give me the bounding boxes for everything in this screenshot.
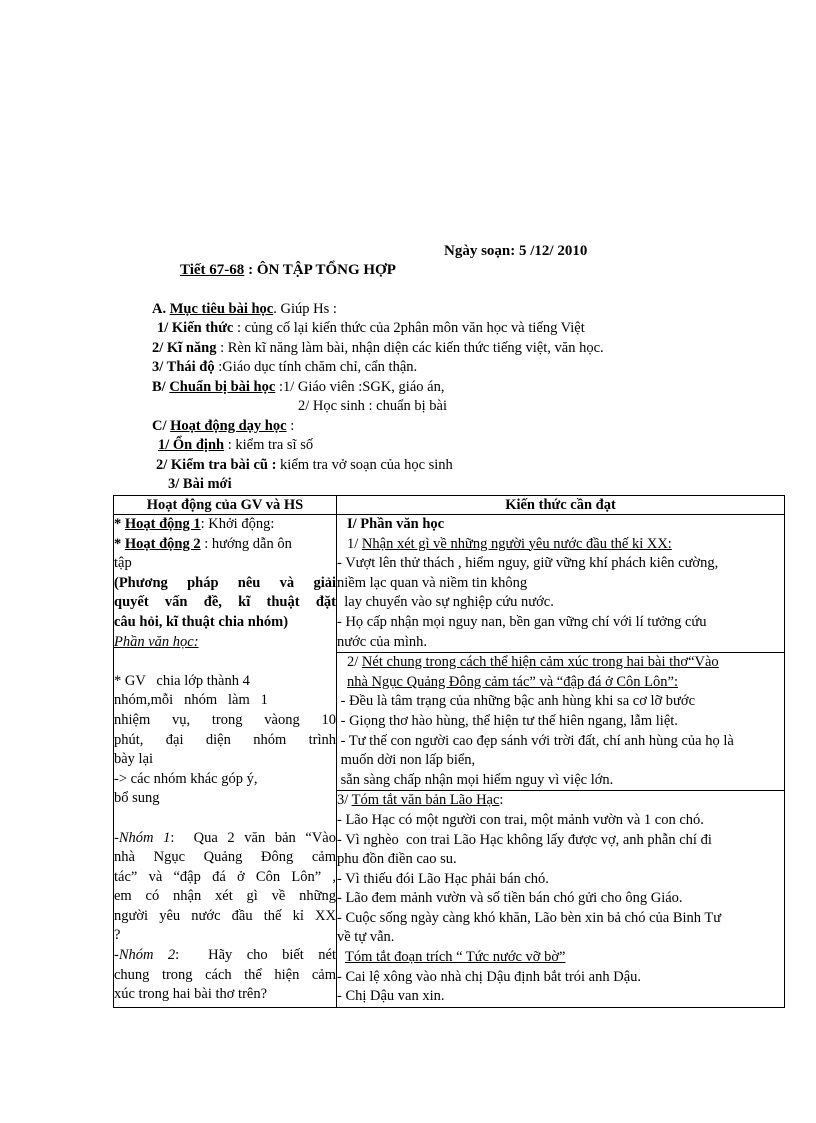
lesson-title: ÔN TẬP TỔNG HỢP — [256, 262, 396, 278]
q1-item: - Vượt lên thử thách , hiểm nguy, giữ vững khí phách kiên cường, — [337, 555, 719, 572]
q1-item: nước của mình. — [337, 633, 428, 650]
header-knowledge: Kiến thức cần đạt — [337, 496, 785, 515]
objectives-title: Mục tiêu bài học — [169, 301, 274, 317]
method-line: câu hỏi, kĩ thuật chia nhóm) — [114, 613, 289, 630]
q2-item: - Giọng thơ hào hùng, thể hiện tư thế hiên ngang, lẫm liệt. — [337, 712, 678, 729]
q3-item: phu đồn điền cao su. — [337, 851, 457, 868]
table-row — [114, 515, 785, 1008]
activities-heading: C/ Hoạt động dạy học : — [152, 418, 295, 434]
stabilize-line: 1/ Ổn định : kiểm tra sĩ số — [158, 437, 314, 453]
part-label: Phần văn học: — [114, 633, 199, 650]
q2-item: - Đều là tâm trạng của những bậc anh hùng khi sa cơ lỡ bước — [337, 693, 696, 710]
gv-line: nhóm,mỗi nhóm làm 1 — [114, 692, 268, 709]
lesson-label: Tiết 67-68 — [180, 262, 245, 278]
method-line: (Phương pháp nêu và giải — [114, 574, 336, 591]
q1-item: - Họ cấp nhận mọi nguy nan, bền gan vững chí với lí tưởng cứu — [337, 613, 707, 630]
q2-item: - Tư thế con người cao đẹp sánh với trời đất, chí anh hùng của họ là — [337, 732, 734, 749]
activity-2: * Hoạt động 2 : hướng dẫn ôn — [114, 535, 292, 552]
group-1-line: ? — [114, 927, 121, 944]
knowledge-cell — [337, 515, 785, 1008]
q1-item: lay chuyển vào sự nghiệp cứu nước. — [337, 594, 554, 611]
q4-item: - Chị Dậu van xin. — [337, 988, 445, 1005]
group-2-line: xúc trong hai bài thơ trên? — [114, 986, 268, 1003]
q3-item: - Lão Hạc có một người con trai, một mảnh vườn và 1 con chó. — [337, 811, 704, 828]
attitude-line: 3/ Thái độ :Giáo dục tính chăm chỉ, cẩn thận. — [152, 359, 418, 375]
group-1-line: em có nhận xét gì về những — [114, 888, 336, 905]
method-line: quyết vấn đề, kĩ thuật đặt — [114, 594, 336, 611]
old-lesson-check-line: 2/ Kiểm tra bài cũ : kiểm tra vở soạn của học sinh — [156, 457, 453, 473]
lesson-sep: : — [244, 262, 257, 278]
activities-title: Hoạt động dạy học — [170, 418, 287, 434]
section-literature: I/ Phần văn học — [347, 516, 445, 532]
lesson-heading — [180, 262, 396, 279]
table-header-row — [114, 496, 785, 515]
q2-item: sẵn sàng chấp nhận mọi hiểm nguy vì việc lớn. — [337, 771, 614, 788]
lesson-table — [113, 495, 785, 1008]
gv-line: nhiệm vụ, trong vàong 10 — [114, 711, 336, 728]
group-2-line: -Nhóm 2: Hãy cho biết nét — [114, 947, 336, 964]
preparation-line: B/ Chuẩn bị bài học :1/ Giáo viên :SGK, giáo án, — [152, 379, 445, 395]
question-2-cont: nhà Ngục Quảng Đông cảm tác” và “đập đá ở Côn Lôn”: — [347, 673, 678, 690]
q2-item: muốn dời non lấp biển, — [337, 752, 476, 769]
q4-item: - Cai lệ xông vào nhà chị Dậu định bắt trói anh Dậu. — [337, 968, 642, 985]
q3-item: về tự vẫn. — [337, 929, 395, 946]
date-line: Ngày soạn: 5 /12/ 2010 — [444, 243, 588, 259]
group-1-line: tác” và “đập đá ở Côn Lôn” , — [114, 868, 336, 885]
new-lesson-line: 3/ Bài mới — [168, 476, 232, 492]
preparation-line-2: 2/ Học sinh : chuẩn bị bài — [298, 398, 448, 414]
objectives-heading: A. Mục tiêu bài học. Giúp Hs : — [152, 301, 337, 317]
gv-line: phút, đại diện nhóm trình — [114, 731, 336, 748]
preparation-title: Chuẩn bị bài học — [169, 379, 276, 395]
q3-item: - Lão đem mảnh vườn và số tiền bán chó gửi cho ông Giáo. — [337, 890, 683, 907]
q3-item: - Vì nghèo con trai Lão Hạc không lấy được vợ, anh phẫn chí đi — [337, 831, 712, 848]
q1-item: niềm lạc quan và niềm tin không — [337, 574, 528, 591]
gv-line: bổ sung — [114, 790, 160, 807]
header-activities: Hoạt động của GV và HS — [114, 496, 337, 515]
gv-line: -> các nhóm khác góp ý, — [114, 770, 258, 787]
group-2-line: chung trong cách thể hiện cảm — [114, 966, 336, 983]
question-4: Tóm tắt đoạn trích “ Tức nước vỡ bờ” — [345, 949, 566, 966]
question-1: 1/ Nhận xét gì về những người yêu nước đầu thế kỉ XX: — [347, 535, 672, 552]
question-2: 2/ Nét chung trong cách thể hiện cảm xúc trong hai bài thơ“Vào — [347, 654, 719, 671]
question-3: 3/ Tóm tắt văn bản Lão Hạc: — [337, 792, 504, 809]
q3-item: - Cuộc sống ngày càng khó khăn, Lão bèn xin bả chó của Binh Tư — [337, 909, 722, 926]
q3-item: - Vì thiếu đói Lão Hạc phải bán chó. — [337, 870, 549, 887]
gv-line: * GV chia lớp thành 4 — [114, 672, 250, 689]
knowledge-line: 1/ Kiến thức : củng cố lại kiến thức của 2phân môn văn học và tiếng Việt — [157, 320, 585, 336]
activity-1: * Hoạt động 1: Khởi động: — [114, 516, 275, 532]
group-1-line: nhà Ngục Quảng Đông cảm — [114, 849, 336, 866]
group-1-line: người yêu nước đầu thế kỉ XX — [114, 907, 336, 924]
group-1-line: -Nhóm 1: Qua 2 văn bản “Vào — [114, 829, 336, 846]
activities-cell: * Hoạt động 1: Khởi động: * Hoạt động 2 : hướng dẫn ôn tập (Phương pháp nêu và giải quyết vấn đề, kĩ thuật đặt câu hỏi, kĩ thuật chia nhóm) Phần văn học: * GV chia lớp thành 4 nhóm,mỗi nhóm làm 1 nhiệm vụ, trong vàong 10 phút, đại diện nhóm trình bày lại -> các nhóm khác góp ý, bổ sung -Nhóm 1: Qua 2 văn bản “Vào nhà Ngục Quảng Đông cảm tác” và “đập đá ở Côn Lôn” , em có nhận xét gì về những người yêu nước đầu thế kỉ XX ? -Nhóm 2: Hãy cho biết nét chung trong cách thể hiện cảm xúc trong hai bài thơ trên? — [114, 515, 337, 1008]
gv-line: bày lại — [114, 751, 154, 768]
skills-line: 2/ Kĩ năng : Rèn kĩ năng làm bài, nhận diện các kiến thức tiếng việt, văn học. — [152, 340, 604, 356]
